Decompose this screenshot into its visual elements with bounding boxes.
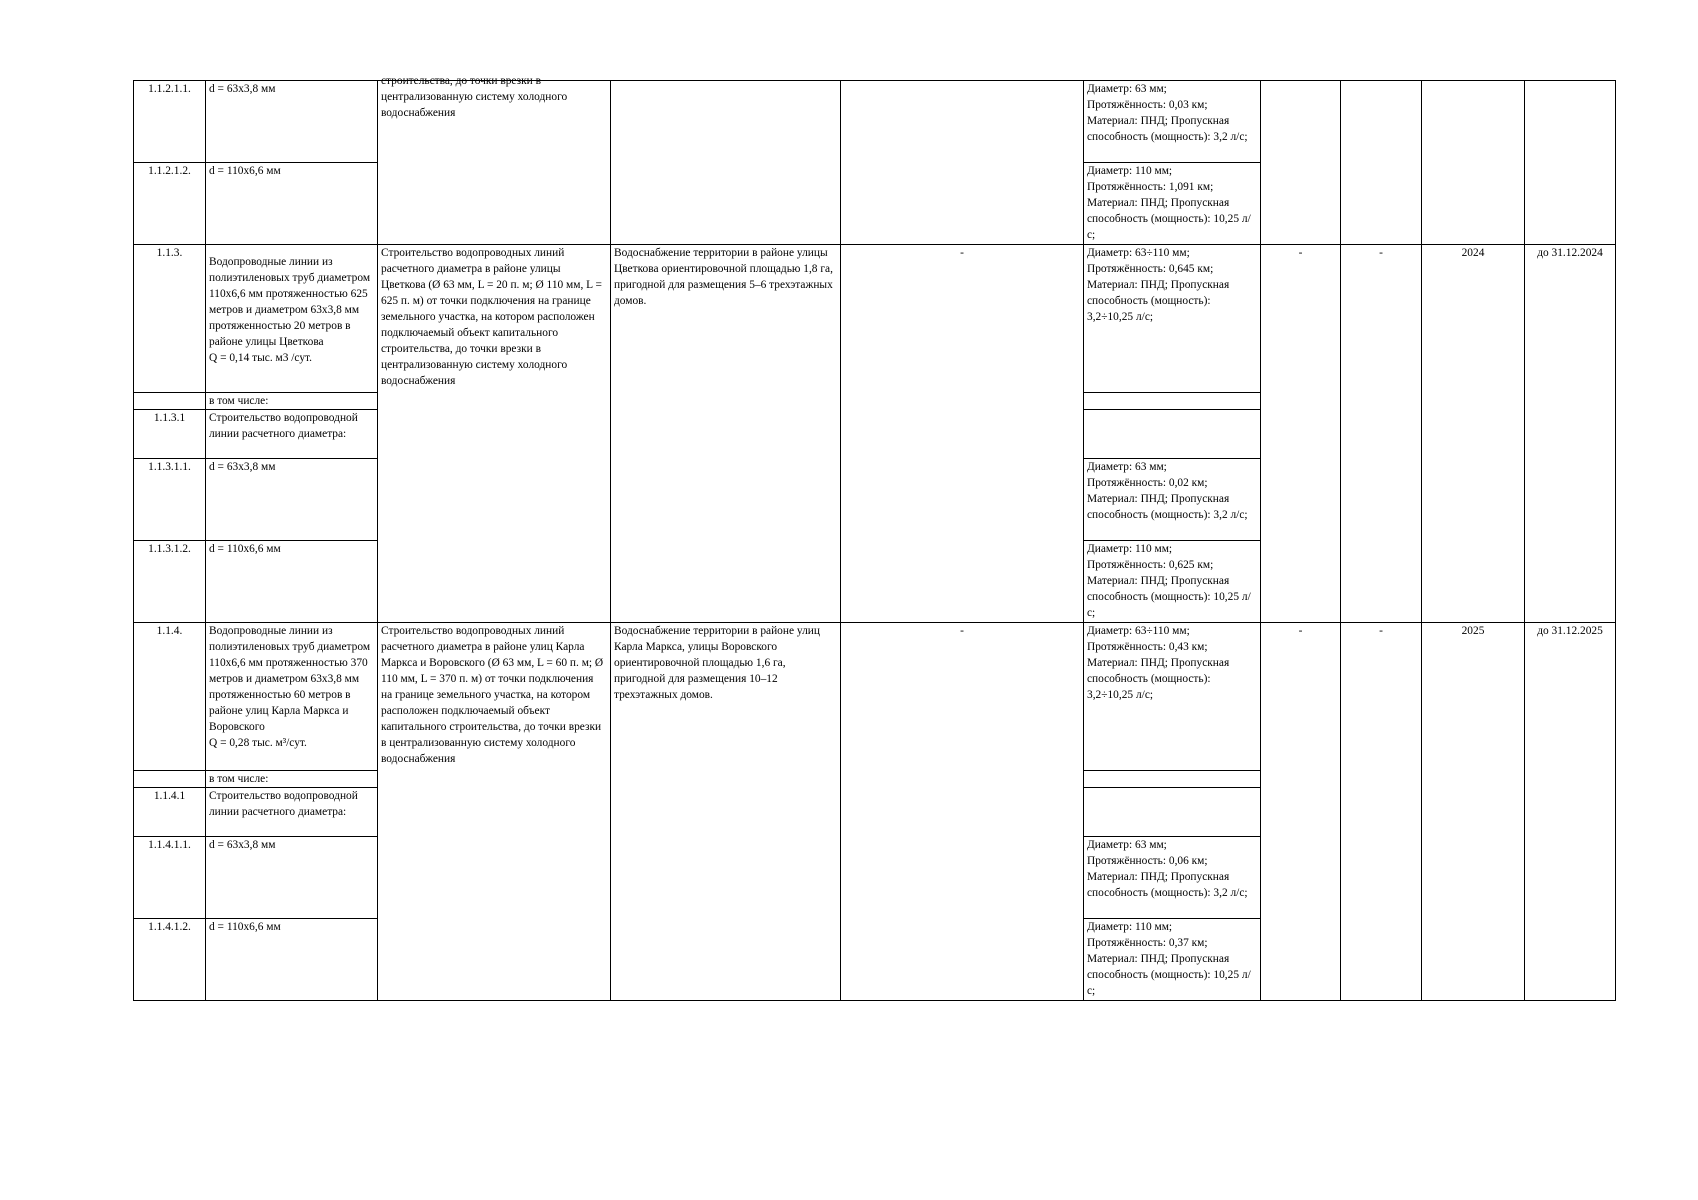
row-number: 1.1.2.1.2. [134, 163, 206, 245]
row-number: 1.1.2.1.1. [134, 81, 206, 163]
subsection-number: 1.1.3.1 [134, 410, 206, 459]
section-description: Строительство водопроводных линий расчетного диаметра в районе улиц Карла Маркса и Воровского (Ø 63 мм, L = 60 п. м; Ø 110 мм, L = 370 п. м) от точки подключения на границе земельного участка, на котором расположен подключаемый объект капитального строительства, до точки врезки в централизованную систему холодного водоснабжения [378, 623, 611, 1001]
item-number: 1.1.4.1.2. [134, 919, 206, 1001]
including-label: в том числе: [206, 771, 378, 788]
subsection-number: 1.1.4.1 [134, 788, 206, 837]
section-deadline: до 31.12.2025 [1525, 623, 1616, 1001]
item-name: d = 63х3,8 мм [206, 459, 378, 541]
item-specification: Диаметр: 63 мм; Протяжённость: 0,06 км; Материал: ПНД; Пропускная способность (мощность): 3,2 л/с; [1084, 837, 1261, 919]
row-description [378, 75, 611, 245]
item-specification: Диаметр: 63 мм; Протяжённость: 0,02 км; Материал: ПНД; Пропускная способность (мощность): 3,2 л/с; [1084, 459, 1261, 541]
item-name: d = 110х6,6 мм [206, 541, 378, 623]
table-row [134, 245, 1616, 393]
row-specification: Диаметр: 110 мм; Протяжённость: 1,091 км; Материал: ПНД; Пропускная способность (мощность): 10,25 л/с; [1084, 163, 1261, 245]
item-number: 1.1.3.1.2. [134, 541, 206, 623]
item-number: 1.1.4.1.1. [134, 837, 206, 919]
description-text: строительства, до точки врезки в централизованную систему холодного водоснабжения [381, 75, 568, 119]
item-specification: Диаметр: 110 мм; Протяжённость: 0,37 км; Материал: ПНД; Пропускная способность (мощность): 10,25 л/с; [1084, 919, 1261, 1001]
row-name: d = 110х6,6 мм [206, 163, 378, 245]
section-number: 1.1.3. [134, 245, 206, 393]
row-number [134, 771, 206, 788]
table-row [134, 81, 1616, 163]
row-deadline [1525, 81, 1616, 245]
row-col7 [1261, 81, 1341, 245]
row-specification: Диаметр: 63 мм; Протяжённость: 0,03 км; Материал: ПНД; Пропускная способность (мощность): 3,2 л/с; [1084, 81, 1261, 163]
row-col8 [1341, 81, 1422, 245]
row-col5 [841, 81, 1084, 245]
row-purpose [611, 81, 841, 245]
including-label: в том числе: [206, 393, 378, 410]
row-specification [1084, 393, 1261, 410]
section-specification: Диаметр: 63÷110 мм; Протяжённость: 0,43 км; Материал: ПНД; Пропускная способность (мощность): 3,2÷10,25 л/с; [1084, 623, 1261, 771]
row-number [134, 393, 206, 410]
row-year [1422, 81, 1525, 245]
section-col5: - [841, 245, 1084, 623]
item-name: d = 63х3,8 мм [206, 837, 378, 919]
row-specification [1084, 788, 1261, 837]
section-description: Строительство водопроводных линий расчетного диаметра в районе улицы Цветкова (Ø 63 мм, L = 20 п. м; Ø 110 мм, L = 625 п. м) от точки подключения на границе земельного участка, на котором расположен подключаемый объект капитального строительства, до точки врезки в централизованную систему холодного водоснабжения [378, 245, 611, 623]
item-number: 1.1.3.1.1. [134, 459, 206, 541]
section-year: 2025 [1422, 623, 1525, 1001]
section-col8: - [1341, 245, 1422, 623]
section-name: Водопроводные линии из полиэтиленовых труб диаметром 110х6,6 мм протяженностью 625 метров и диаметром 63х3,8 мм протяженностью 20 метров в районе улицы Цветкова Q = 0,14 тыс. м3 /сут. [206, 245, 378, 393]
row-specification [1084, 410, 1261, 459]
section-number: 1.1.4. [134, 623, 206, 771]
item-name: d = 110х6,6 мм [206, 919, 378, 1001]
section-col5: - [841, 623, 1084, 1001]
table-row [134, 623, 1616, 771]
document-page [133, 75, 1606, 997]
section-purpose: Водоснабжение территории в районе улиц Карла Маркса, улицы Воровского ориентировочной площадью 1,6 га, пригодной для размещения 10–12 трехэтажных домов. [611, 623, 841, 1001]
row-name: d = 63х3,8 мм [206, 81, 378, 163]
section-specification: Диаметр: 63÷110 мм; Протяжённость: 0,645 км; Материал: ПНД; Пропускная способность (мощность): 3,2÷10,25 л/с; [1084, 245, 1261, 393]
row-specification [1084, 771, 1261, 788]
section-purpose: Водоснабжение территории в районе улицы Цветкова ориентировочной площадью 1,8 га, пригодной для размещения 5–6 трехэтажных домов. [611, 245, 841, 623]
item-specification: Диаметр: 110 мм; Протяжённость: 0,625 км; Материал: ПНД; Пропускная способность (мощность): 10,25 л/с; [1084, 541, 1261, 623]
section-name: Водопроводные линии из полиэтиленовых труб диаметром 110х6,6 мм протяженностью 370 метров и диаметром 63х3,8 мм протяженностью 60 метров в районе улиц Карла Маркса и Воровского Q = 0,28 тыс. м³/сут. [206, 623, 378, 771]
section-deadline: до 31.12.2024 [1525, 245, 1616, 623]
section-col8: - [1341, 623, 1422, 1001]
subsection-name: Строительство водопроводной линии расчетного диаметра: [206, 410, 378, 459]
water-supply-projects-table [133, 75, 1616, 1001]
subsection-name: Строительство водопроводной линии расчетного диаметра: [206, 788, 378, 837]
section-year: 2024 [1422, 245, 1525, 623]
section-col7: - [1261, 245, 1341, 623]
section-col7: - [1261, 623, 1341, 1001]
